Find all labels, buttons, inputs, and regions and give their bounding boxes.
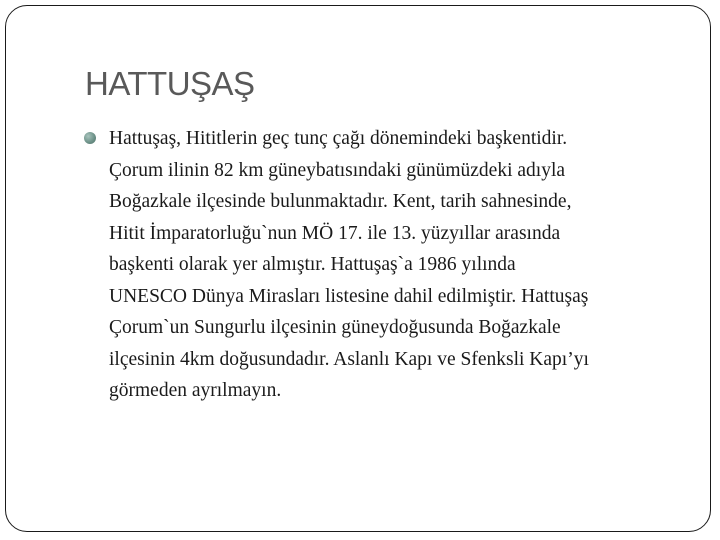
slide-title: HATTUŞAŞ (85, 65, 255, 102)
bullet-text: Hattuşaş, Hititlerin geç tunç çağı dönemindeki başkentidir. Çorum ilinin 82 km güneybatısındaki günümüzdeki adıyla Boğazkale ilçesinde bulunmaktadır. Kent, tarih sahnesinde, Hitit İmparatorluğu`nun MÖ 17. ile 13. yüzyıllar arasında başkenti olarak yer almıştır. Hattuşaş`a 1986 yılında UNESCO Dünya Mirasları listesine dahil edilmiştir. Hattuşaş Çorum`un Sungurlu ilçesinin güneydoğusunda Boğazkale ilçesinin 4km doğusundadır. Aslanlı Kapı ve Sfenksli Kapı’yı görmeden ayrılmayın. (109, 128, 589, 401)
bullet-list (84, 123, 704, 407)
slide-frame (5, 5, 711, 532)
bullet-dot-icon (84, 132, 96, 144)
bullet-item (84, 123, 704, 407)
